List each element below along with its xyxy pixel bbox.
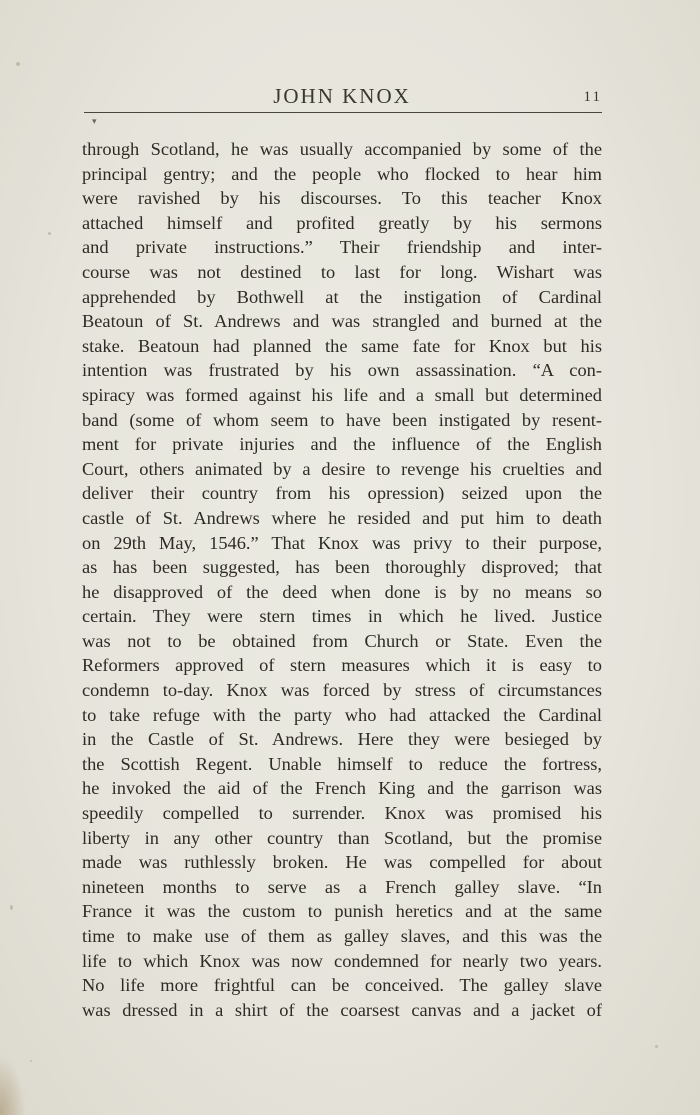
text-line: attached himself and profited greatly by his sermons [82, 212, 602, 233]
header-rule [84, 112, 602, 113]
text-line: apprehended by Bothwell at the instigation of Cardinal [82, 286, 602, 307]
text-line: and private instructions.” Their friendship and inter- [82, 237, 602, 258]
page-header [82, 84, 602, 114]
text-line: spiracy was formed against his life and a small but determined [82, 384, 602, 405]
text-line: liberty in any other country than Scotland, but the promise [82, 827, 602, 848]
rule-ornament: ▾ [92, 116, 97, 126]
paper-speck [655, 1045, 658, 1048]
text-line: principal gentry; and the people who flocked to hear him [82, 163, 602, 184]
paper-speck [30, 1060, 32, 1062]
page-number: 11 [583, 89, 602, 105]
text-line: deliver their country from his opression) seized upon the [82, 483, 602, 504]
text-line: in the Castle of St. Andrews. Here they were besieged by [82, 729, 602, 750]
text-line: life to which Knox was now condemned for nearly two years. [82, 950, 602, 971]
text-line: time to make use of them as galley slaves, and this was the [82, 926, 602, 946]
text-line: to take refuge with the party who had attacked the Cardinal [82, 704, 602, 725]
text-line: Court, others animated by a desire to revenge his cruelties and [82, 458, 602, 479]
text-line: France it was the custom to punish heretics and at the same [82, 901, 602, 922]
text-line: nineteen months to serve as a French galley slave. “In [82, 876, 602, 897]
text-line: band (some of whom seem to have been instigated by resent- [82, 409, 602, 430]
text-line: condemn to-day. Knox was forced by stress of circumstances [82, 680, 602, 701]
text-line: Beatoun of St. Andrews and was strangled and burned at the [82, 311, 602, 332]
running-title: JOHN KNOX [273, 84, 411, 108]
paper-speck [48, 232, 51, 235]
text-line: stake. Beatoun had planned the same fate for Knox but his [82, 335, 602, 356]
text-line: intention was frustrated by his own assassination. “A con- [82, 360, 602, 381]
paper-speck [16, 62, 20, 66]
body-text [82, 137, 602, 1022]
text-line: were ravished by his discourses. To this teacher Knox [82, 188, 602, 209]
paper-speck [10, 905, 13, 910]
text-line: certain. They were stern times in which he lived. Justice [82, 606, 602, 627]
text-line: through Scotland, he was usually accompanied by some of the [82, 139, 602, 159]
text-line: castle of St. Andrews where he resided and put him to death [82, 507, 602, 528]
text-line: No life more frightful can be conceived. The galley slave [82, 975, 602, 996]
text-line: speedily compelled to surrender. Knox was promised his [82, 803, 602, 824]
text-line: as has been suggested, has been thoroughly disproved; that [82, 557, 602, 578]
text-line: made was ruthlessly broken. He was compelled for about [82, 852, 602, 873]
text-line: was dressed in a shirt of the coarsest canvas and a jacket of [82, 999, 602, 1020]
text-line: was not to be obtained from Church or State. Even the [82, 630, 602, 651]
text-line: he invoked the aid of the French King and the garrison was [82, 778, 602, 799]
text-line: he disapproved of the deed when done is by no means so [82, 581, 602, 602]
page-corner-shadow [0, 1055, 26, 1115]
text-line: ment for private injuries and the influence of the English [82, 434, 602, 455]
text-line: the Scottish Regent. Unable himself to reduce the fortress, [82, 753, 602, 774]
text-line: on 29th May, 1546.” That Knox was privy to their purpose, [82, 532, 602, 553]
text-line: Reformers approved of stern measures which it is easy to [82, 655, 602, 676]
text-line: course was not destined to last for long. Wishart was [82, 261, 602, 282]
